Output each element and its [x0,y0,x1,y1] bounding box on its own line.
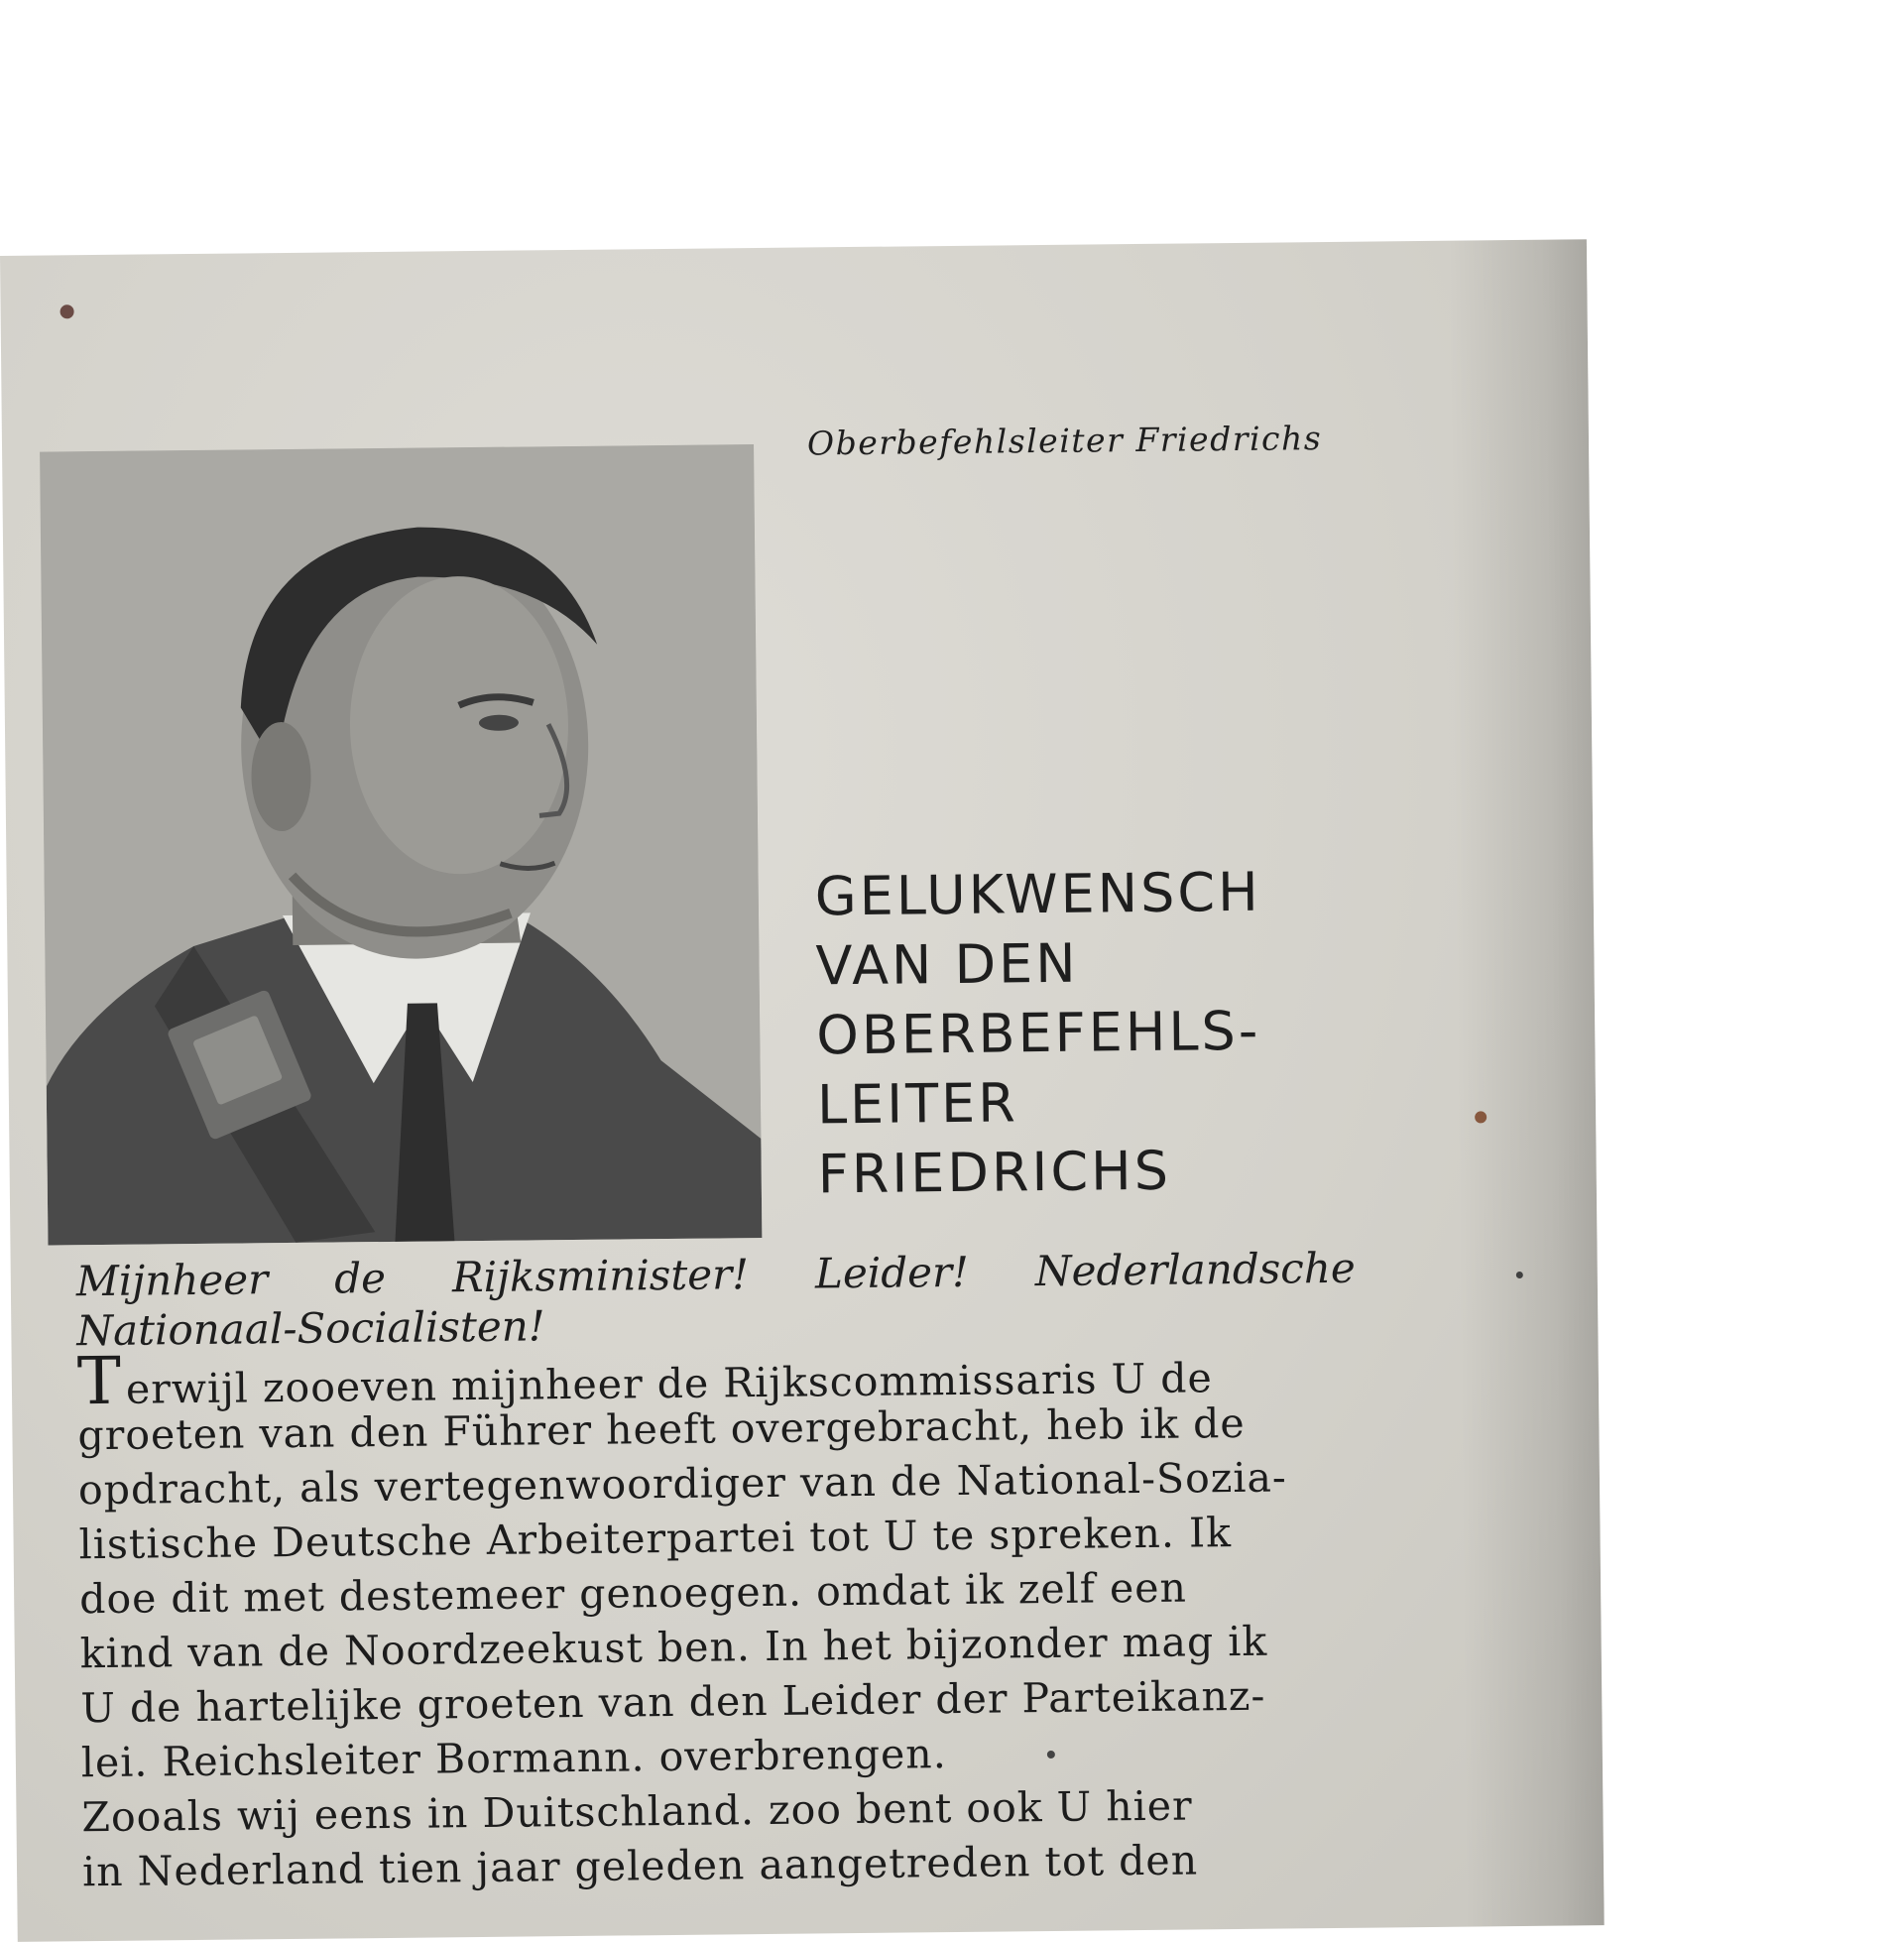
drop-cap: T [76,1342,123,1420]
body-line: lei. Reichsleiter Bormann. overbrengen. [80,1730,947,1787]
salutation-word: Mijnheer [75,1255,269,1306]
photo-caption: Oberbefehlsleiter Friedrichs [806,419,1323,463]
salutation-word: Rijksminister! [451,1250,750,1302]
body-line: groeten van den Führer heeft overgebracht, heb ik de [77,1398,1246,1460]
headline-line: GELUKWENSCH [814,860,1261,928]
body-line: opdracht, als vertegenwoordiger van de National-Sozia- [77,1453,1287,1515]
salutation-line: Nationaal-Socialisten! [76,1301,545,1356]
headline-line: VAN DEN [815,931,1079,998]
portrait-photo [40,444,762,1245]
body-line: doe dit met destemeer genoegen. omdat ik zelf een [78,1563,1188,1624]
salutation-word: Nederlandsche [1034,1243,1356,1296]
salutation [76,1244,1367,1357]
body-line: listische Deutsche Arbeiterpartei tot U te spreken. Ik [78,1509,1233,1569]
article-body [77,1341,1382,1900]
paper-speck [1475,1111,1487,1123]
paper-speck [60,304,74,318]
salutation-word: Leider! [814,1247,970,1298]
body-line: Zooals wij eens in Duitschland. zoo bent ook U hier [81,1781,1193,1842]
headline-line: LEITER [816,1071,1019,1137]
paper-speck [1516,1272,1523,1278]
body-line: in Nederland tien jaar geleden aangetreden tot den [81,1836,1199,1896]
printed-page [0,239,1605,1942]
body-line: kind van de Noordzeekust ben. In het bijzonder mag ik [79,1617,1268,1678]
body-line: U de hartelijke groeten van den Leider der Parteikanz- [80,1671,1266,1733]
body-line-text: erwijl zooeven mijnheer de Rijkscommissaris U de [125,1354,1213,1413]
headline-line: FRIEDRICHS [817,1139,1172,1206]
headline-line: OBERBEFEHLS- [815,999,1261,1067]
salutation-word: de [333,1253,387,1303]
article-headline [814,857,1373,1210]
